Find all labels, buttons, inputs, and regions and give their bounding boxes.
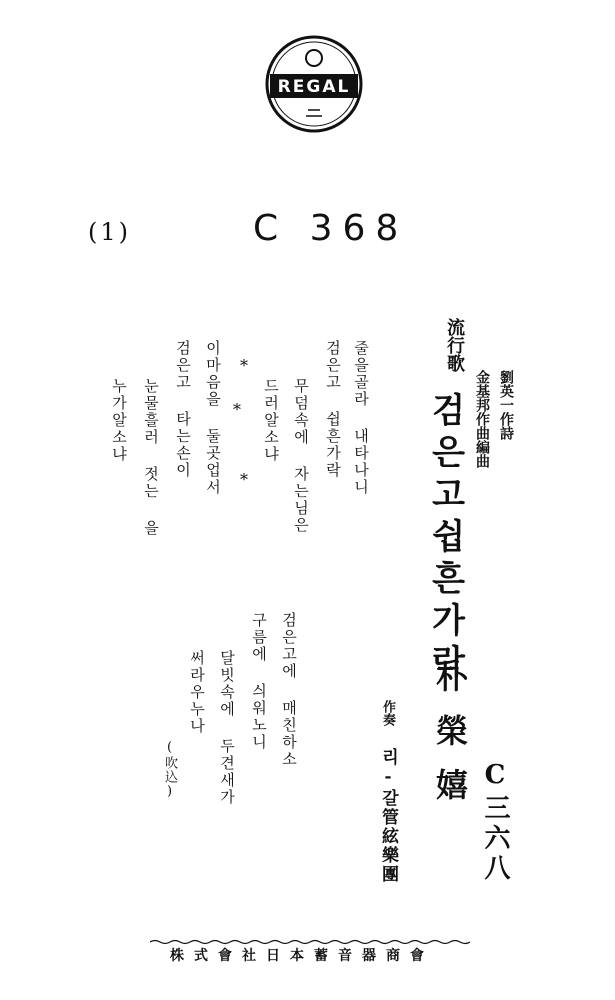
orchestra-name: 리-갈管絃樂團 — [378, 748, 398, 884]
lyric-line: 검은고 쉽흔가락 — [324, 340, 342, 479]
catalog-index: (1) — [88, 218, 131, 246]
lyric-line: 써라우누나 — [188, 650, 206, 735]
lyric-line: 드러알소냐 — [262, 378, 280, 463]
regal-label-logo — [264, 34, 364, 134]
side-catalog-number: C三六八 — [480, 760, 510, 884]
logo-brand-text: REGAL — [277, 77, 351, 97]
wavy-divider — [150, 930, 470, 936]
performance-role: 作奏 — [380, 700, 395, 726]
song-title: 검은고쉽흔가락 — [425, 392, 465, 686]
lyric-line: 줄을골라 내타나니 — [352, 340, 370, 496]
verse-separator-star: * — [240, 356, 248, 375]
lyric-line: 검은고에 매친하소 — [280, 612, 298, 768]
singer-name: 朴榮嬉 — [431, 660, 469, 822]
lyric-line: 누가알소냐 — [110, 378, 128, 463]
verse-separator-star: * — [240, 470, 248, 489]
recording-note: (吹込) — [162, 740, 177, 800]
lyric-line: 눈물흘러 젓는 을 — [142, 378, 160, 537]
lyric-line: 구름에 싀워노니 — [250, 612, 268, 751]
catalog-number: C 368 — [253, 208, 409, 249]
lyric-line: 이마음을 둘곳업서 — [204, 340, 222, 496]
lyricist-credit: 劉英一作詩 — [498, 370, 514, 440]
lyric-line: 무덤속에 자는님은 — [292, 378, 310, 534]
lyric-line: 달빗속에 두견새가 — [218, 650, 236, 806]
verse-separator-star: * — [233, 400, 241, 419]
genre-label: 流行歌 — [444, 318, 465, 372]
lyric-line: 검은고 타는손이 — [174, 340, 192, 479]
composer-credit: 金基邦作曲編曲 — [474, 370, 490, 468]
publisher-name: 株式會社日本蓄音器商會 — [170, 948, 434, 964]
